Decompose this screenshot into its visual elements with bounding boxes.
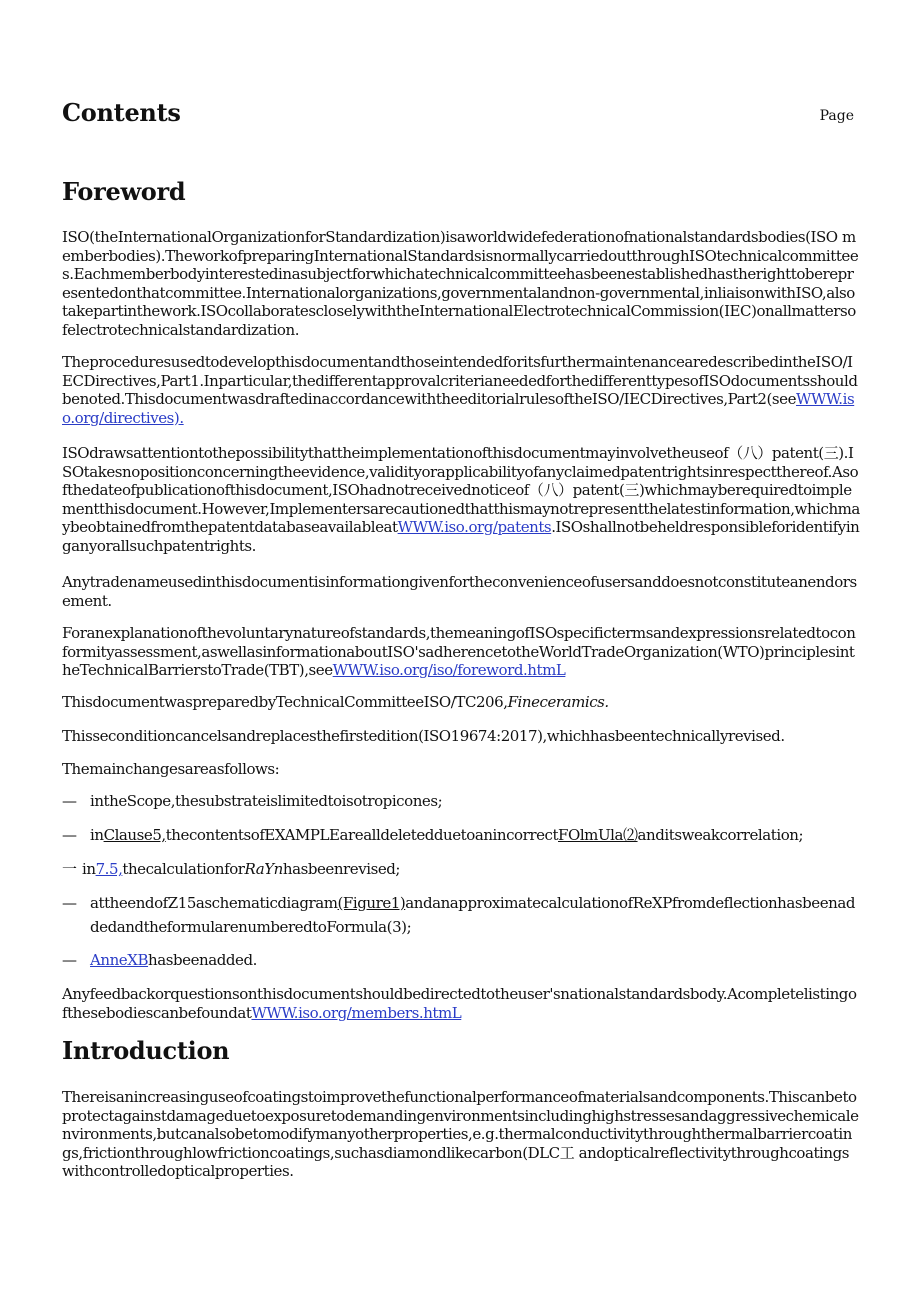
- introduction-title: Introduction: [62, 1036, 230, 1065]
- clause5-ref[interactable]: Clause5,: [103, 826, 166, 844]
- foreword-paragraph-6: ThisdocumentwaspreparedbyTechnicalCommitteeISO/TC206,Fineceramics.: [62, 693, 609, 711]
- changes-list-item-2: [62, 823, 860, 847]
- foreword-paragraph-5: Foranexplanationofthevoluntarynatureofstandards,themeaningofISOspecifictermsandexpressionsrelatedtoconformityassessment,aswellasinformationaboutISO'sadherencetotheWorldTradeOrganization(WTO)principlesintheTechnicalBarrierstoTrade(TBT),seeWWW.iso.org/iso/foreword.htmL: [62, 624, 856, 679]
- contents-title: Contents: [62, 98, 181, 127]
- changes-list: [62, 789, 860, 813]
- foreword-paragraph-9: Anyfeedbackorquestionsonthisdocumentshouldbedirectedtotheuser'snationalstandardsbody.AcompletelistingofthesebodiescanbefoundatWWW.iso.org/members.htmL: [62, 985, 857, 1022]
- list-item: 一 in7.5,thecalculationforRaYnhasbeenrevised;: [62, 857, 860, 881]
- dash-bullet: —: [62, 826, 77, 844]
- formula-ref[interactable]: FOlmUla⑵: [558, 826, 638, 844]
- dash-bullet: 一: [62, 860, 77, 878]
- dash-bullet: —: [62, 894, 77, 912]
- dash-bullet: —: [62, 792, 77, 810]
- list-item: — inClause5,thecontentsofEXAMPLEarealldeletedduetoanincorrectFOlmUla⑵anditsweakcorrelation;: [62, 823, 860, 847]
- foreword-title: Foreword: [62, 177, 186, 206]
- list-item: — attheendofZ15aschematicdiagram(Figure1)andanapproximatecalculationofReXPfromdeflectionhasbeenaddedandtheformularenumberedtoFormula(3);: [62, 891, 860, 939]
- changes-list-item-4: [62, 891, 860, 939]
- members-link[interactable]: WWW.iso.org/members.htmL: [251, 1003, 462, 1022]
- foreword-paragraph-4: Anytradenameusedinthisdocumentisinformationgivenfortheconvenienceofusersanddoesnotconstituteanendorsement.: [62, 573, 857, 610]
- annex-b-link[interactable]: AnneXB: [90, 951, 149, 969]
- foreword-paragraph-8: Themainchangesareasfollows:: [62, 760, 280, 778]
- foreword-paragraph-2: TheproceduresusedtodevelopthisdocumentandthoseintendedforitsfurthermaintenancearedescribedintheISO/IECDirectives,Part1.Inparticular,thedifferentapprovalcriterianeededforthedifferenttypesofISOdocumentsshouldbenoted.ThisdocumentwasdraftedinaccordancewiththeeditorialrulesoftheISO/IECDirectives,Part2(seeWWW.iso.org/directives).: [62, 353, 858, 427]
- changes-list-item-5: [62, 948, 860, 972]
- dlc-glyph: 工: [559, 1143, 575, 1162]
- foreword-paragraph-3: ISOdrawsattentiontothepossibilitythattheimplementationofthisdocumentmayinvolvetheuseof（八）patent(三).ISOtakesnopositionconcerningtheevidence,validityorapplicabilityofanyclaimedpatentrightsinrespectthereof.Asofthedateofpublicationofthisdocument,ISOhadnotreceivednoticeof（八）patent(三)whichmayberequiredtoimplementthisdocument.However,Implementersarecautionedthatthismaynotrepresentthelatestinformation,whichmaybeobtainedfromthepatentdatabaseavailableatWWW.iso.org/patents.ISOshallnotbeheldresponsibleforidentifyinganyorallsuchpatentrights.: [62, 444, 860, 555]
- foreword-link[interactable]: WWW.iso.org/iso/foreword.htmL: [332, 661, 566, 679]
- figure1-ref[interactable]: (Figure1): [337, 894, 406, 912]
- page-column-label: Page: [819, 108, 854, 124]
- foreword-paragraph-1: ISO(theInternationalOrganizationforStandardization)isaworldwidefederationofnationalstandardsbodies(ISO memberbodies).TheworkofpreparingInternationalStandardsisnormallycarriedoutthroughISOtechnicalcommittees.Eachmemberbodyinterestedinasubjectforwhichatechnicalcommitteehasbeenestablishedhastherighttoberepresentedonthatcommittee.Internationalorganizations,governmentalandnon-governmental,inliaisonwithISO,alsotakepartinthework.ISOcollaboratescloselywiththeInternationalElectrotechnicalCommission(IEC)onallmattersofelectrotechnicalstandardization.: [62, 228, 859, 339]
- clause-7-5-link[interactable]: 7.5,: [95, 860, 123, 878]
- foreword-paragraph-7: Thisseconditioncancelsandreplacesthefirstedition(ISO19674:2017),whichhasbeentechnicallyrevised.: [62, 727, 785, 745]
- patents-link[interactable]: WWW.iso.org/patents: [397, 518, 552, 536]
- list-item: — AnneXBhasbeenadded.: [62, 948, 860, 972]
- directives-link[interactable]: WWW.iso.org/directives).: [62, 390, 855, 427]
- list-item: — intheScope,thesubstrateislimitedtoisotropicones;: [62, 789, 860, 813]
- contents-header: [62, 98, 860, 128]
- introduction-paragraph-1: Thereisanincreasinguseofcoatingstoimprovethefunctionalperformanceofmaterialsandcomponents.Thiscanbetoprotectagainstdamageduetoexposuretodemandingenvironmentsincludinghighstressesandaggressivechemicalenvironments,butcanalsobetomodifymanyotherproperties,e.g.thermalconductivitythroughthermalbarriercoatings,frictionthroughlowfrictioncoatings,suchasdiamondlikecarbon(DLC工 andopticalreflectivitythroughcoatingswithcontrolledopticalproperties.: [62, 1088, 859, 1180]
- changes-list-item-3: [62, 857, 860, 881]
- dash-bullet: —: [62, 951, 77, 969]
